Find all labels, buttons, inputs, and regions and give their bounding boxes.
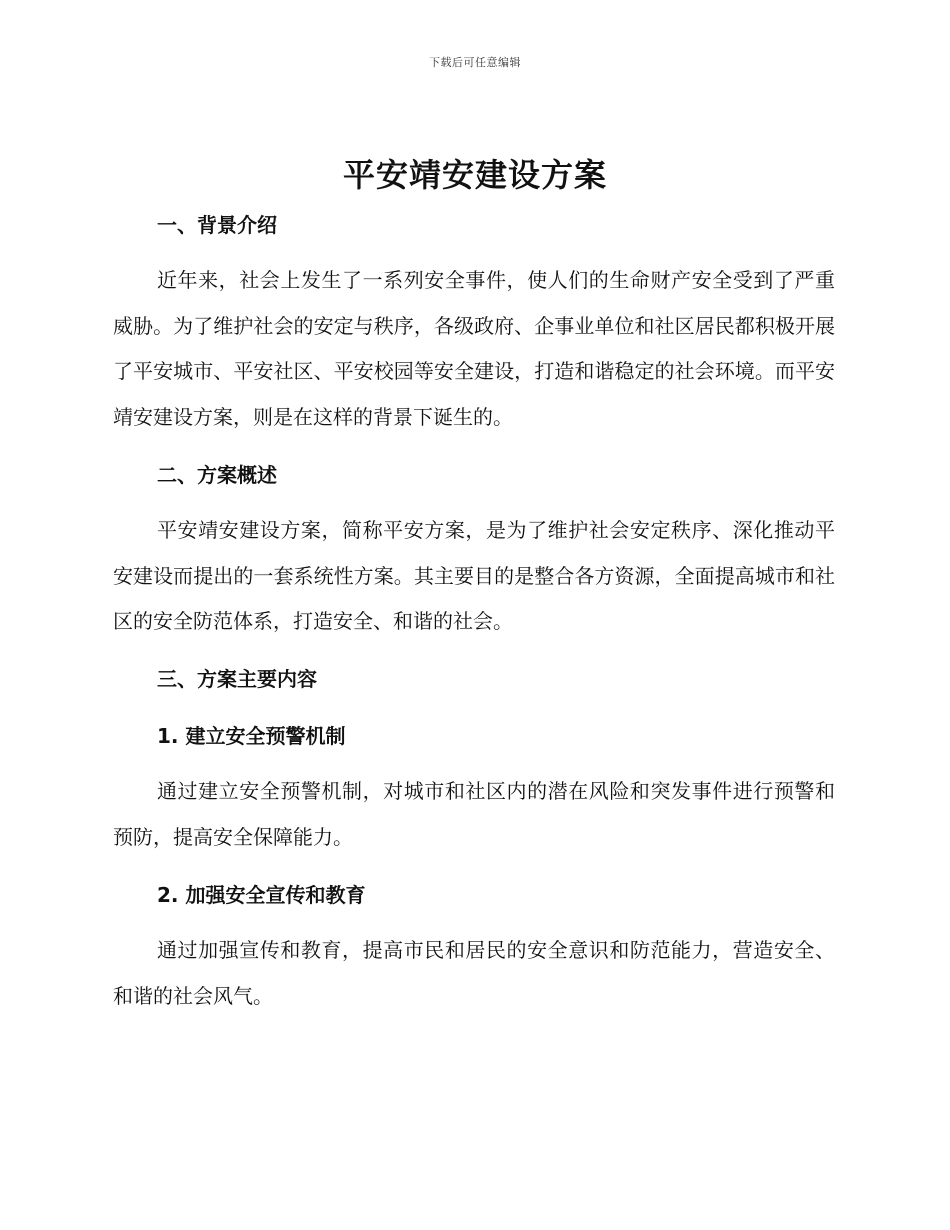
subsection-paragraph-publicity-education: 通过加强宣传和教育，提高市民和居民的安全意识和防范能力，营造安全、和谐的社会风气。	[113, 938, 835, 1008]
header-note: 下载后可任意编辑	[429, 56, 521, 69]
section-heading-main-content: 三、方案主要内容	[157, 667, 317, 691]
section-heading-overview: 二、方案概述	[157, 463, 277, 487]
subsection-heading-publicity-education: 2. 加强安全宣传和教育	[157, 883, 366, 907]
document-title: 平安靖安建设方案	[342, 156, 607, 194]
section-paragraph-background: 近年来，社会上发生了一系列安全事件，使人们的生命财产安全受到了严重威胁。为了维护社会的安定与秩序，各级政府、企事业单位和社区居民都积极开展了平安城市、平安社区、平安校园等安全建设，打造和谐稳定的社会环境。而平安靖安建设方案，则是在这样的背景下诞生的。	[113, 268, 835, 429]
subsection-heading-warning-mechanism: 1. 建立安全预警机制	[157, 724, 346, 748]
section-paragraph-overview: 平安靖安建设方案，简称平安方案，是为了维护社会安定秩序、深化推动平安建设而提出的一套系统性方案。其主要目的是整合各方资源，全面提高城市和社区的安全防范体系，打造安全、和谐的社会。	[113, 518, 835, 633]
subsection-paragraph-warning-mechanism: 通过建立安全预警机制，对城市和社区内的潜在风险和突发事件进行预警和预防，提高安全保障能力。	[113, 779, 835, 849]
section-heading-background: 一、背景介绍	[157, 213, 277, 237]
